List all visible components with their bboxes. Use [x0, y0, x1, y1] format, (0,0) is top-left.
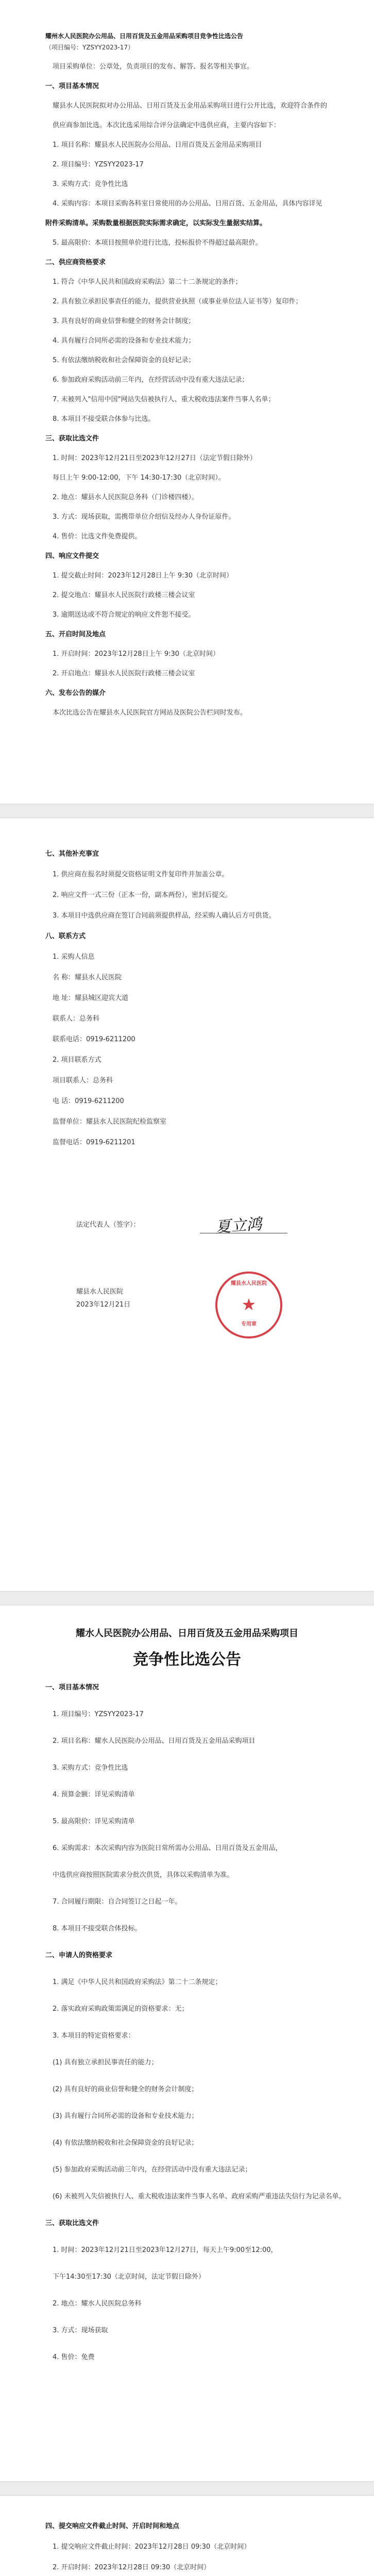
document-page-3: [0, 1605, 374, 2481]
body-line: 3. 采购方式：竞争性比选: [53, 1764, 128, 1772]
body-line: 4. 售价：比选文件免费提供。: [53, 533, 142, 540]
section-heading: 三、获取比选文件: [45, 2219, 99, 2227]
section-heading: 二、供应商资格要求: [45, 259, 106, 266]
body-line: 2. 响应文件一式三份（正本一份，副本两份），密封后提交。: [53, 891, 232, 899]
official-seal-stamp: [215, 1272, 282, 1338]
body-line: 1. 项目编号：YZSYY2023-17: [53, 1710, 144, 1718]
stamp-bottom-text: 专用章: [241, 1321, 257, 1327]
document-page-1: [0, 0, 374, 804]
body-line: 6. 参加政府采购活动前三年内，在经营活动中没有重大违法记录；: [53, 376, 249, 384]
page-4-content: [45, 2521, 329, 2576]
section-heading: 五、开启时间及地点: [45, 631, 106, 638]
body-line: 2. 地点：耀水人民医院总务科: [53, 2300, 142, 2308]
body-line: 4. 具有履行合同所必需的设备和专业技术能力；: [53, 337, 195, 345]
body-line: 联系电话：0919-6211200: [53, 1036, 135, 1043]
body-line: 2. 提交地点：耀县水人民医院行政楼三楼会议室: [53, 591, 195, 599]
body-line: 1. 提交截止时间：2023年12月28日上午 9:30（北京时间）: [53, 572, 233, 580]
body-line: (3) 具有履行合同所必需的设备和专业技术能力；: [53, 2112, 198, 2120]
body-line: 1. 开启时间：2023年12月28日上午 9:30（北京时间）: [53, 650, 220, 658]
page-separator: [0, 1591, 374, 1605]
body-line: 7. 未被列入"信用中国"网站失信被执行人、重大税收违法案件当事人名单；: [53, 396, 275, 403]
page-1-title: 耀州水人民医院办公用品、日用百货及五金用品采购项目竞争性比选公告: [45, 32, 244, 40]
issuer-name: 耀县水人民医院: [76, 1288, 124, 1296]
body-line: 5. 有依法缴纳税收和社会保障资金的良好记录；: [53, 357, 195, 364]
body-line: 8. 本项目不接受联合体参与比选。: [53, 415, 155, 423]
issue-date: 2023年12月21日: [76, 1301, 131, 1309]
body-line: (5) 参加政府采购活动前三年内，在经营活动中没有重大违法记录；: [53, 2166, 252, 2174]
sign-label: 法定代表人（签字）：: [76, 1221, 140, 1229]
signature-underline: [200, 1232, 287, 1233]
body-line: 2. 落实政府采购政策需满足的资格要求：无；: [53, 2005, 189, 2013]
body-line: 2. 地点：耀县水人民医院总务科（门诊楼四楼）。: [53, 494, 199, 501]
body-line: 1. 供应商在报名时须提交资格证明文件复印件并加盖公章。: [53, 871, 229, 878]
star-icon: ★: [241, 1295, 257, 1314]
body-line: (6) 未被列入失信被执行人、重大税收违法案件当事人名单、政府采购严重违法失信行为记录名单。: [53, 2193, 346, 2200]
body-line: 5. 最高限价：本项目按照单价进行比选，投标报价不得超过最高限价。: [53, 239, 262, 247]
body-line: 1. 采购人信息: [53, 953, 95, 961]
body-line: 供应商参加比选。本次比选采用综合评分法确定中选供应商，主要内容如下：: [53, 122, 281, 129]
page-2-content: [45, 849, 329, 1570]
body-line: 1. 符合《中华人民共和国政府采购法》第二十二条规定的条件；: [53, 278, 242, 286]
section-heading: 一、项目基本情况: [45, 1684, 99, 1691]
section-heading: 六、发布公告的媒介: [45, 689, 106, 697]
body-line: 8. 本项目不接受联合体投标。: [53, 1925, 142, 1933]
document-page-2: [0, 818, 374, 1591]
body-line: 3. 本项目的特定资格要求：: [53, 2032, 135, 2040]
body-line: 地 址：耀县城区迎宾大道: [53, 994, 129, 1002]
body-line: 4. 售价：免费: [53, 2353, 95, 2361]
body-line: 6. 采购需求：本次采购内容为医院日常所需办公用品、日用百货及五金用品，: [53, 1844, 282, 1852]
body-line: 4. 预算金额：详见采购清单: [53, 1791, 135, 1799]
body-line: (2) 具有良好的商业信誉和健全的财务会计制度；: [53, 2086, 198, 2093]
body-line: 2. 开启地点：耀县水人民医院行政楼三楼会议室: [53, 670, 195, 677]
body-line: 2. 项目编号：YZSYY2023-17: [53, 161, 144, 168]
page-3-content: [45, 1626, 346, 2471]
body-line: 2. 具有独立承担民事责任的能力，提供营业执照（或事业单位法人证书等）复印件；: [53, 298, 302, 306]
section-heading: 二、申请人的资格要求: [45, 1952, 113, 1959]
body-line: 电 话：0919-6211200: [53, 1097, 124, 1105]
body-line: (4) 有依法缴纳税收和社会保障资金的良好记录；: [53, 2139, 198, 2147]
body-line: 耀县水人民医院拟对办公用品、日用百货及五金用品采购项目进行公开比选，欢迎符合条件的: [53, 102, 328, 110]
body-line: 项目联系人：总务科: [53, 1077, 113, 1084]
body-line: 1. 项目名称：耀县水人民医院办公用品、日用百货及五金用品采购项目: [53, 141, 262, 149]
body-line: 本次比选公告在耀县水人民医院官方网站及医院公告栏同时发布。: [53, 709, 247, 717]
body-line: 3. 本项目中选供应商在签订合同前须提供样品，经采购人确认后方可供货。: [53, 912, 276, 920]
section-heading: 四、响应文件提交: [45, 552, 99, 560]
document-page-4: [0, 2496, 374, 2576]
section-heading: 附件采购清单。采购数量根据医院实际需求确定，以实际发生量据实结算。: [45, 219, 267, 227]
body-line: 4. 采购内容：本项目采购各科室日常使用的办公用品、日用百货、五金用品，具体内容详见: [53, 200, 322, 208]
handwritten-signature: 夏立鸿: [215, 1215, 263, 1237]
body-line: 监督电话：0919-6211201: [53, 1139, 135, 1146]
body-line: 名 称：耀县水人民医院: [53, 974, 122, 981]
body-line: 联系人：总务科: [53, 1015, 100, 1023]
body-line: 1. 时间：2023年12月21日至2023年12月27日（法定节假日除外）: [53, 454, 257, 462]
stamp-ring-text: 耀县水人民医院: [231, 1281, 267, 1286]
body-line: 项目采购单位：公章处，负责项目的发布、解答、报名等相关事宜。: [53, 63, 254, 71]
body-line: 7. 合同履行期限：自合同签订之日起一年。: [53, 1898, 182, 1906]
page-3-title-small: 耀水人民医院办公用品、日用百货及五金用品采购项目: [76, 1628, 298, 1639]
body-line: 3. 方式：现场获取: [53, 2327, 108, 2334]
body-line: (1) 具有独立承担民事责任的能力；: [53, 2059, 158, 2066]
section-heading: 四、提交响应文件截止时间、开启时间和地点: [45, 2522, 180, 2530]
body-line: 2. 项目名称：耀水人民医院办公用品、日用百货及五金用品采购项目: [53, 1737, 256, 1745]
page-1-content: [45, 31, 329, 793]
body-line: 5. 最高限价：详见采购清单: [53, 1818, 135, 1825]
body-line: 3. 具有良好的商业信誉和健全的财务会计制度；: [53, 317, 195, 325]
body-line: 中选供应商按照医院需求分批次供货，具体以采购清单为准。: [53, 1871, 234, 1879]
body-line: 下午14:30至17:30（北京时间，法定节假日除外）: [53, 2273, 205, 2281]
section-heading: 三、获取比选文件: [45, 435, 99, 443]
body-line: 3. 方式：现场获取，需携带单位介绍信及经办人身份证原件。: [53, 513, 235, 521]
body-line: 1. 时间：2023年12月21日至2023年12月27日，每天上午9:00至12:00，: [53, 2246, 278, 2254]
body-line: 监督单位：耀县水人民医院纪检监察室: [53, 1118, 167, 1126]
page-separator: [0, 2481, 374, 2496]
body-line: 每日上午 9:00-12:00，下午 14:30-17:30（北京时间）。: [53, 474, 225, 482]
page-separator: [0, 804, 374, 818]
section-heading: 八、联系方式: [45, 933, 86, 940]
body-line: 2. 开启时间：2023年12月28日 09:30（北京时间）: [53, 2564, 211, 2571]
body-line: 1. 满足《中华人民共和国政府采购法》第二十二条规定；: [53, 1978, 222, 1986]
page-1-ref: （项目编号：YZSYY2023-17）: [45, 44, 134, 51]
section-heading: 七、其他补充事宜: [45, 850, 99, 858]
section-heading: 一、项目基本情况: [45, 82, 99, 90]
body-line: 3. 采购方式：竞争性比选: [53, 180, 128, 188]
body-line: 3. 逾期送达或不符合规定的响应文件恕不接受。: [53, 611, 195, 619]
body-line: 2. 项目联系方式: [53, 1056, 101, 1064]
page-3-title-large: 竞争性比选公告: [133, 1651, 241, 1669]
body-line: 1. 提交响应文件截止时间：2023年12月28日 09:30（北京时间）: [53, 2543, 251, 2551]
